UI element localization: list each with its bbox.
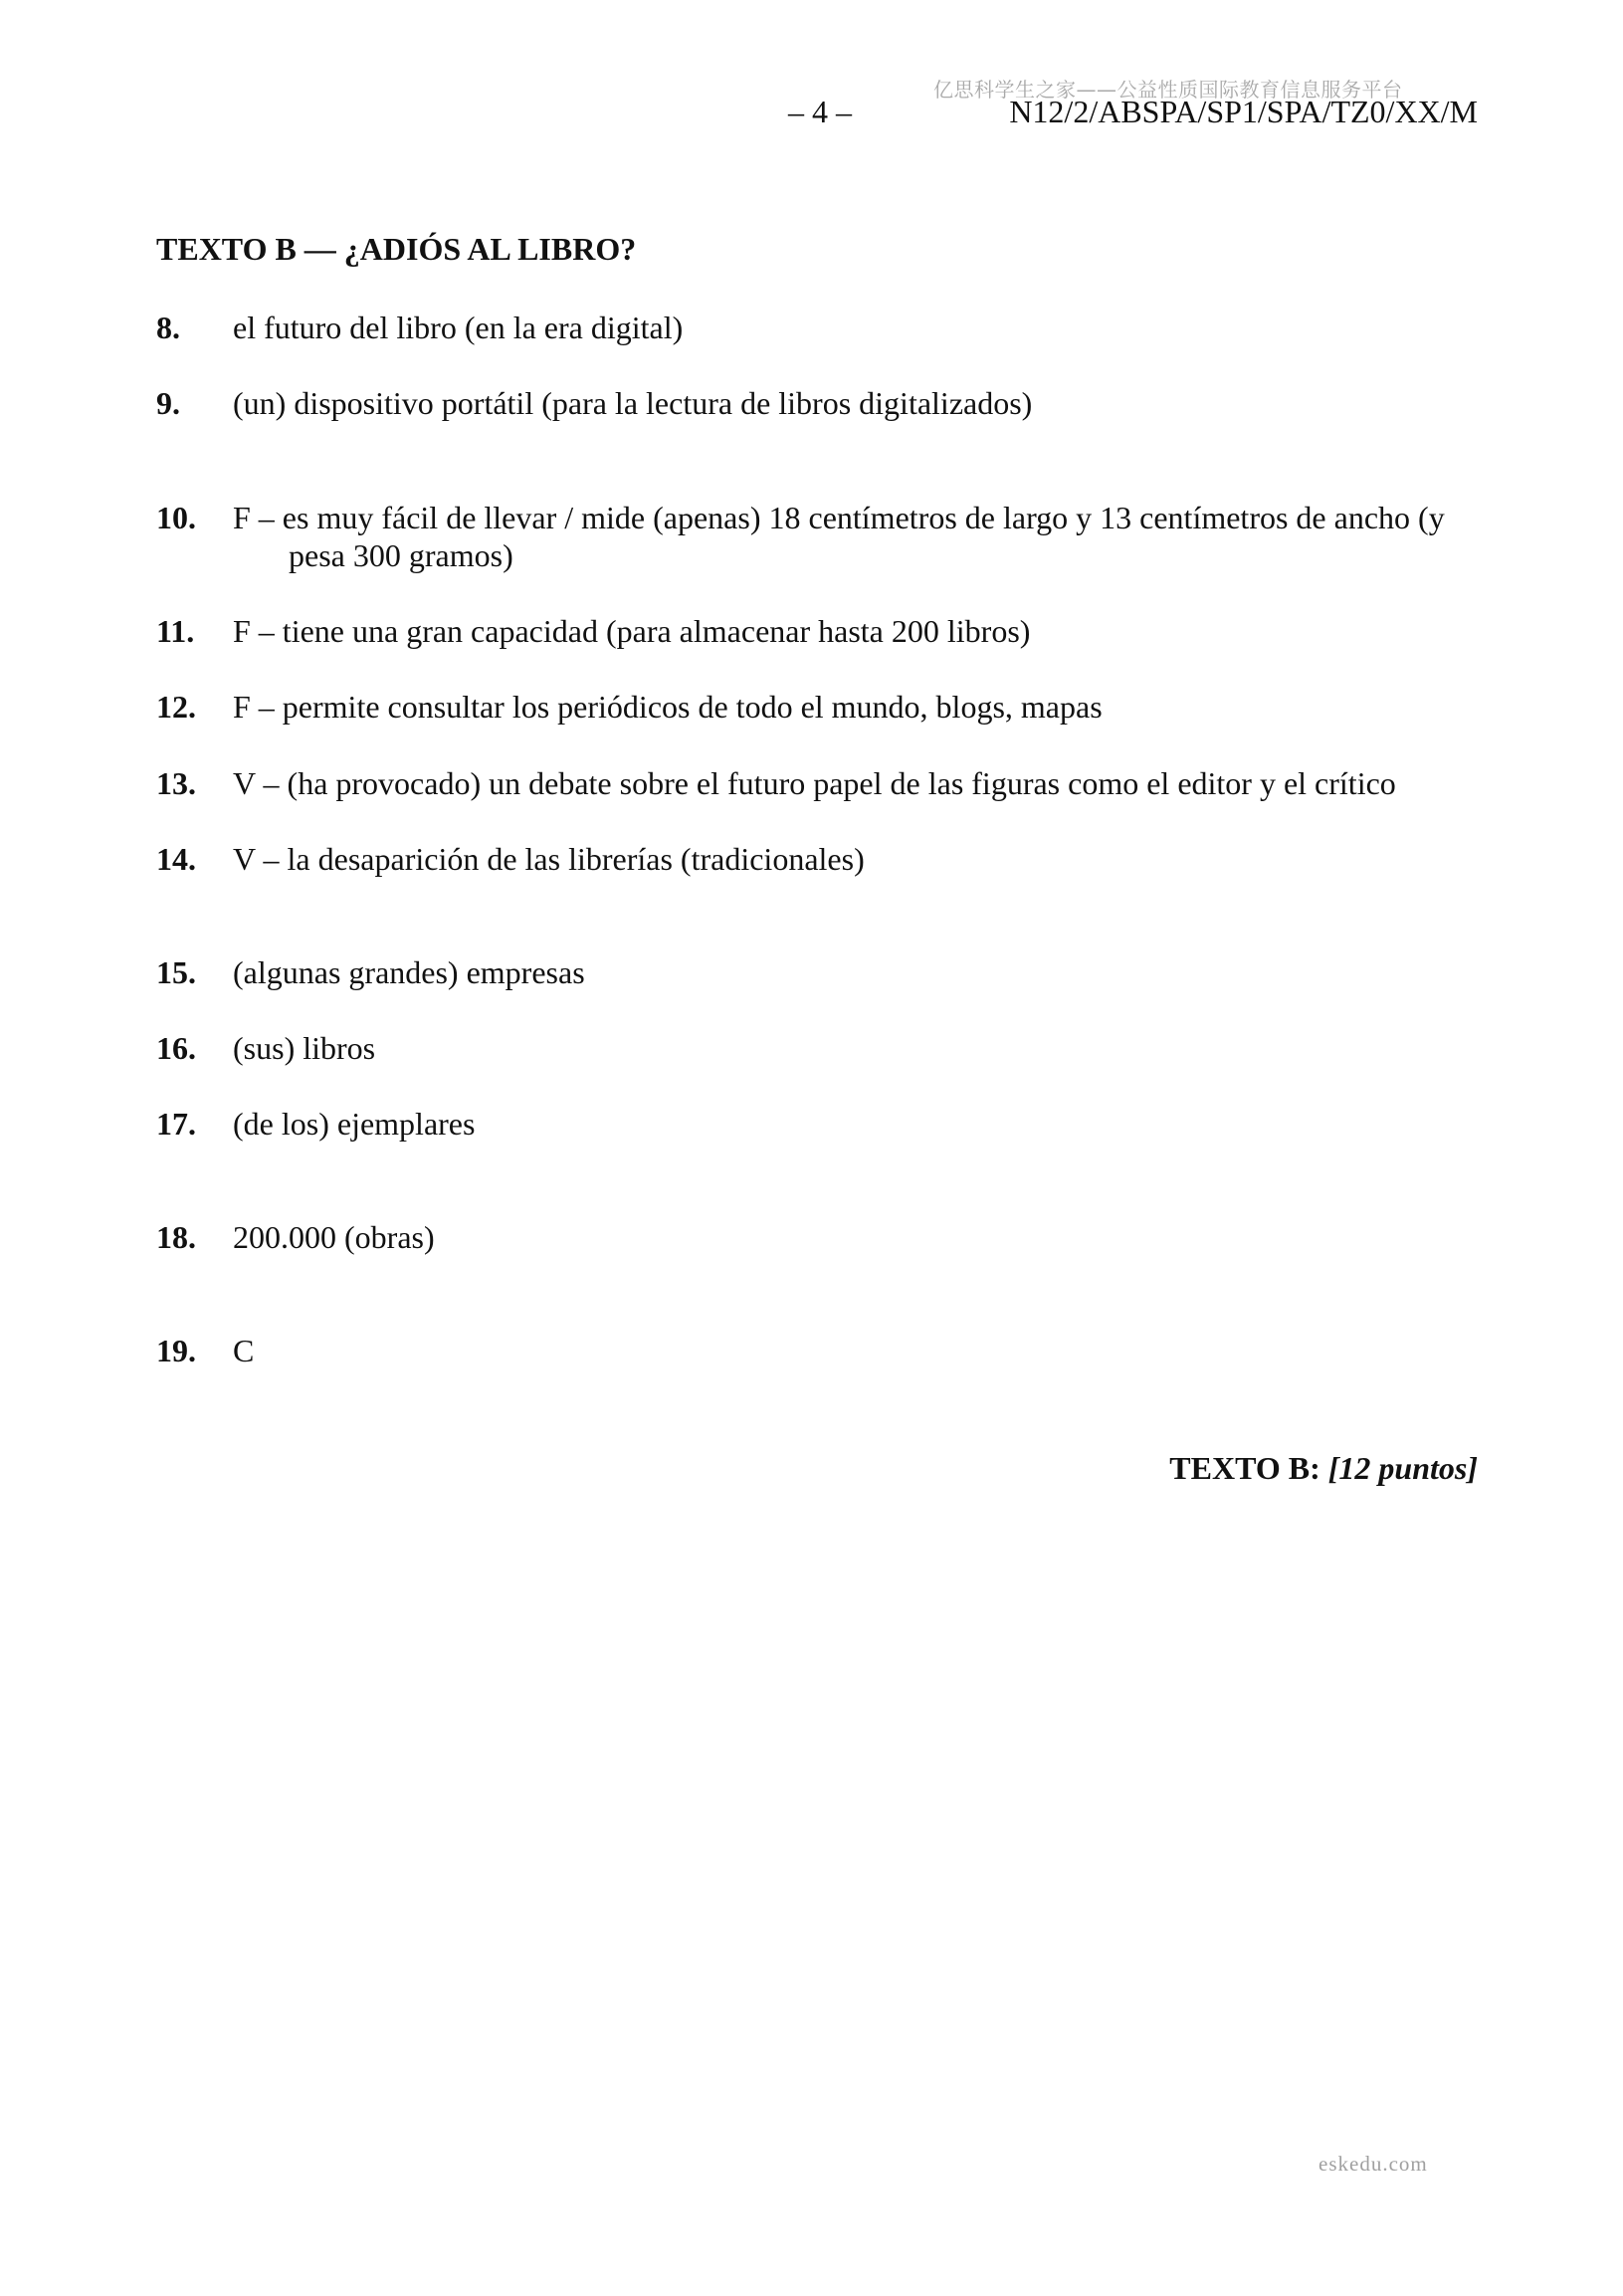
answer-item-14 [156, 840, 1478, 878]
answer-text: (sus) libros [233, 1030, 376, 1066]
document-code: N12/2/ABSPA/SP1/SPA/TZ0/XX/M [1009, 94, 1478, 129]
answer-number: 13. [156, 765, 196, 801]
answer-item-19 [156, 1332, 1478, 1369]
footer-watermark: eskedu.com [1319, 2152, 1428, 2176]
answer-text: V – la desaparición de las librerías (tradicionales) [233, 841, 865, 877]
answer-item-11 [156, 612, 1478, 650]
section-total [1169, 1450, 1478, 1487]
answer-text: 200.000 (obras) [233, 1219, 435, 1255]
answer-number: 11. [156, 613, 195, 649]
answer-number: 9. [156, 385, 180, 421]
answer-text: (algunas grandes) empresas [233, 954, 585, 990]
answer-text: (un) dispositivo portátil (para la lectura de libros digitalizados) [233, 385, 1033, 421]
answer-item-13 [156, 764, 1478, 802]
answer-text: F – tiene una gran capacidad (para almacenar hasta 200 libros) [233, 613, 1031, 649]
answer-number: 12. [156, 689, 196, 725]
answer-text: el futuro del libro (en la era digital) [233, 310, 684, 345]
answer-item-10 [156, 499, 1478, 574]
answer-text: C [233, 1333, 255, 1368]
answer-number: 16. [156, 1030, 196, 1066]
answer-item-18 [156, 1218, 1478, 1256]
page-number: – 4 – [788, 94, 852, 129]
answer-number: 17. [156, 1106, 196, 1142]
answer-number: 18. [156, 1219, 196, 1255]
answer-number: 8. [156, 310, 180, 345]
answer-text: (de los) ejemplares [233, 1106, 476, 1142]
header-watermark: 亿思科学生之家——公益性质国际教育信息服务平台 [933, 78, 1403, 102]
answer-number: 19. [156, 1333, 196, 1368]
answer-number: 15. [156, 954, 196, 990]
answer-item-12 [156, 688, 1478, 726]
answer-item-9 [156, 384, 1478, 422]
answer-item-16 [156, 1029, 1478, 1067]
answer-number: 10. [156, 500, 196, 535]
answer-text: F – es muy fácil de llevar / mide (apenas) 18 centímetros de largo y 13 centímetros de ancho (y pesa 300 gramos) [233, 500, 1445, 573]
answer-text: F – permite consultar los periódicos de todo el mundo, blogs, mapas [233, 689, 1103, 725]
total-points: [12 puntos] [1327, 1450, 1478, 1486]
answer-item-8 [156, 309, 1478, 346]
total-label: TEXTO B: [1169, 1450, 1320, 1486]
answer-number: 14. [156, 841, 196, 877]
answer-item-15 [156, 953, 1478, 991]
answer-text: V – (ha provocado) un debate sobre el futuro papel de las figuras como el editor y el crítico [233, 765, 1396, 801]
section-title: TEXTO B — ¿ADIÓS AL LIBRO? [156, 231, 637, 267]
answer-item-17 [156, 1105, 1478, 1143]
